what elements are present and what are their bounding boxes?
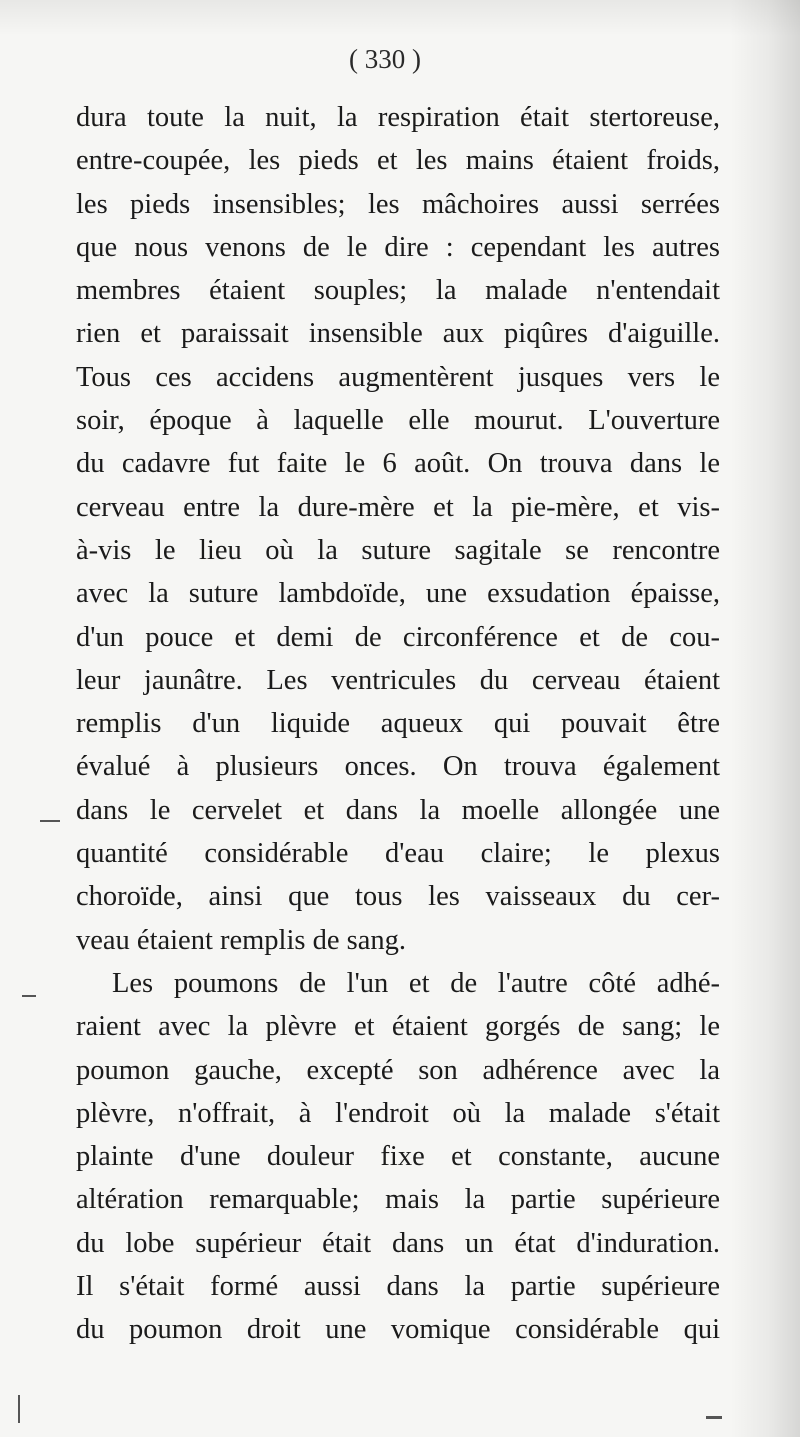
text-line: entre-coupée, les pieds et les mains étaient froids, [76,145,720,177]
text-line: soir, époque à laquelle elle mourut. L'ouverture [76,405,720,437]
text-line: leur jaunâtre. Les ventricules du cerveau étaient [76,664,720,696]
text-line: cerveau entre la dure-mère et la pie-mère, et vis- [76,491,720,523]
text-line: raient avec la plèvre et étaient gorgés de sang; le [76,1011,720,1043]
margin-mark [40,820,60,822]
margin-mark [706,1416,722,1419]
text-line: rien et paraissait insensible aux piqûres d'aiguille. [76,318,720,350]
text-line: altération remarquable; mais la partie supérieure [76,1184,720,1216]
text-line: membres étaient souples; la malade n'entendait [76,275,720,307]
text-line: quantité considérable d'eau claire; le plexus [76,838,720,870]
text-line: plainte d'une douleur fixe et constante, aucune [76,1141,720,1173]
text-line: évalué à plusieurs onces. On trouva également [76,751,720,783]
text-line: plèvre, n'offrait, à l'endroit où la malade s'était [76,1097,720,1129]
page-edge-shadow [730,0,800,1437]
text-line: Tous ces accidens augmentèrent jusques vers le [76,361,720,393]
paragraph-last-line: veau étaient remplis de sang. [76,924,407,956]
text-line: d'un pouce et demi de circonférence et de cou- [76,621,720,653]
body-text [76,96,720,1352]
page-top-shadow [0,0,800,36]
text-line: avec la suture lambdoïde, une exsudation épaisse, [76,578,720,610]
paragraph-first-line: Les poumons de l'un et de l'autre côté adhé- [112,967,720,999]
page-number: ( 330 ) [349,44,421,74]
text-line: que nous venons de le dire : cependant les autres [76,231,720,263]
margin-mark [22,995,36,997]
text-line: dura toute la nuit, la respiration était stertoreuse, [76,102,720,133]
text-line: du cadavre fut faite le 6 août. On trouva dans le [76,448,720,480]
text-line: dans le cervelet et dans la moelle allongée une [76,794,720,826]
text-line: du poumon droit une vomique considérable qui [76,1314,720,1346]
text-line: poumon gauche, excepté son adhérence avec la [76,1054,720,1086]
text-line: Il s'était formé aussi dans la partie supérieure [76,1271,720,1303]
text-line: remplis d'un liquide aqueux qui pouvait être [76,708,720,740]
text-line: les pieds insensibles; les mâchoires aussi serrées [76,188,720,220]
text-line: choroïde, ainsi que tous les vaisseaux du cer- [76,881,720,913]
text-line: à-vis le lieu où la suture sagitale se rencontre [76,534,720,566]
text-line: du lobe supérieur était dans un état d'induration. [76,1227,720,1259]
margin-mark [18,1395,20,1423]
